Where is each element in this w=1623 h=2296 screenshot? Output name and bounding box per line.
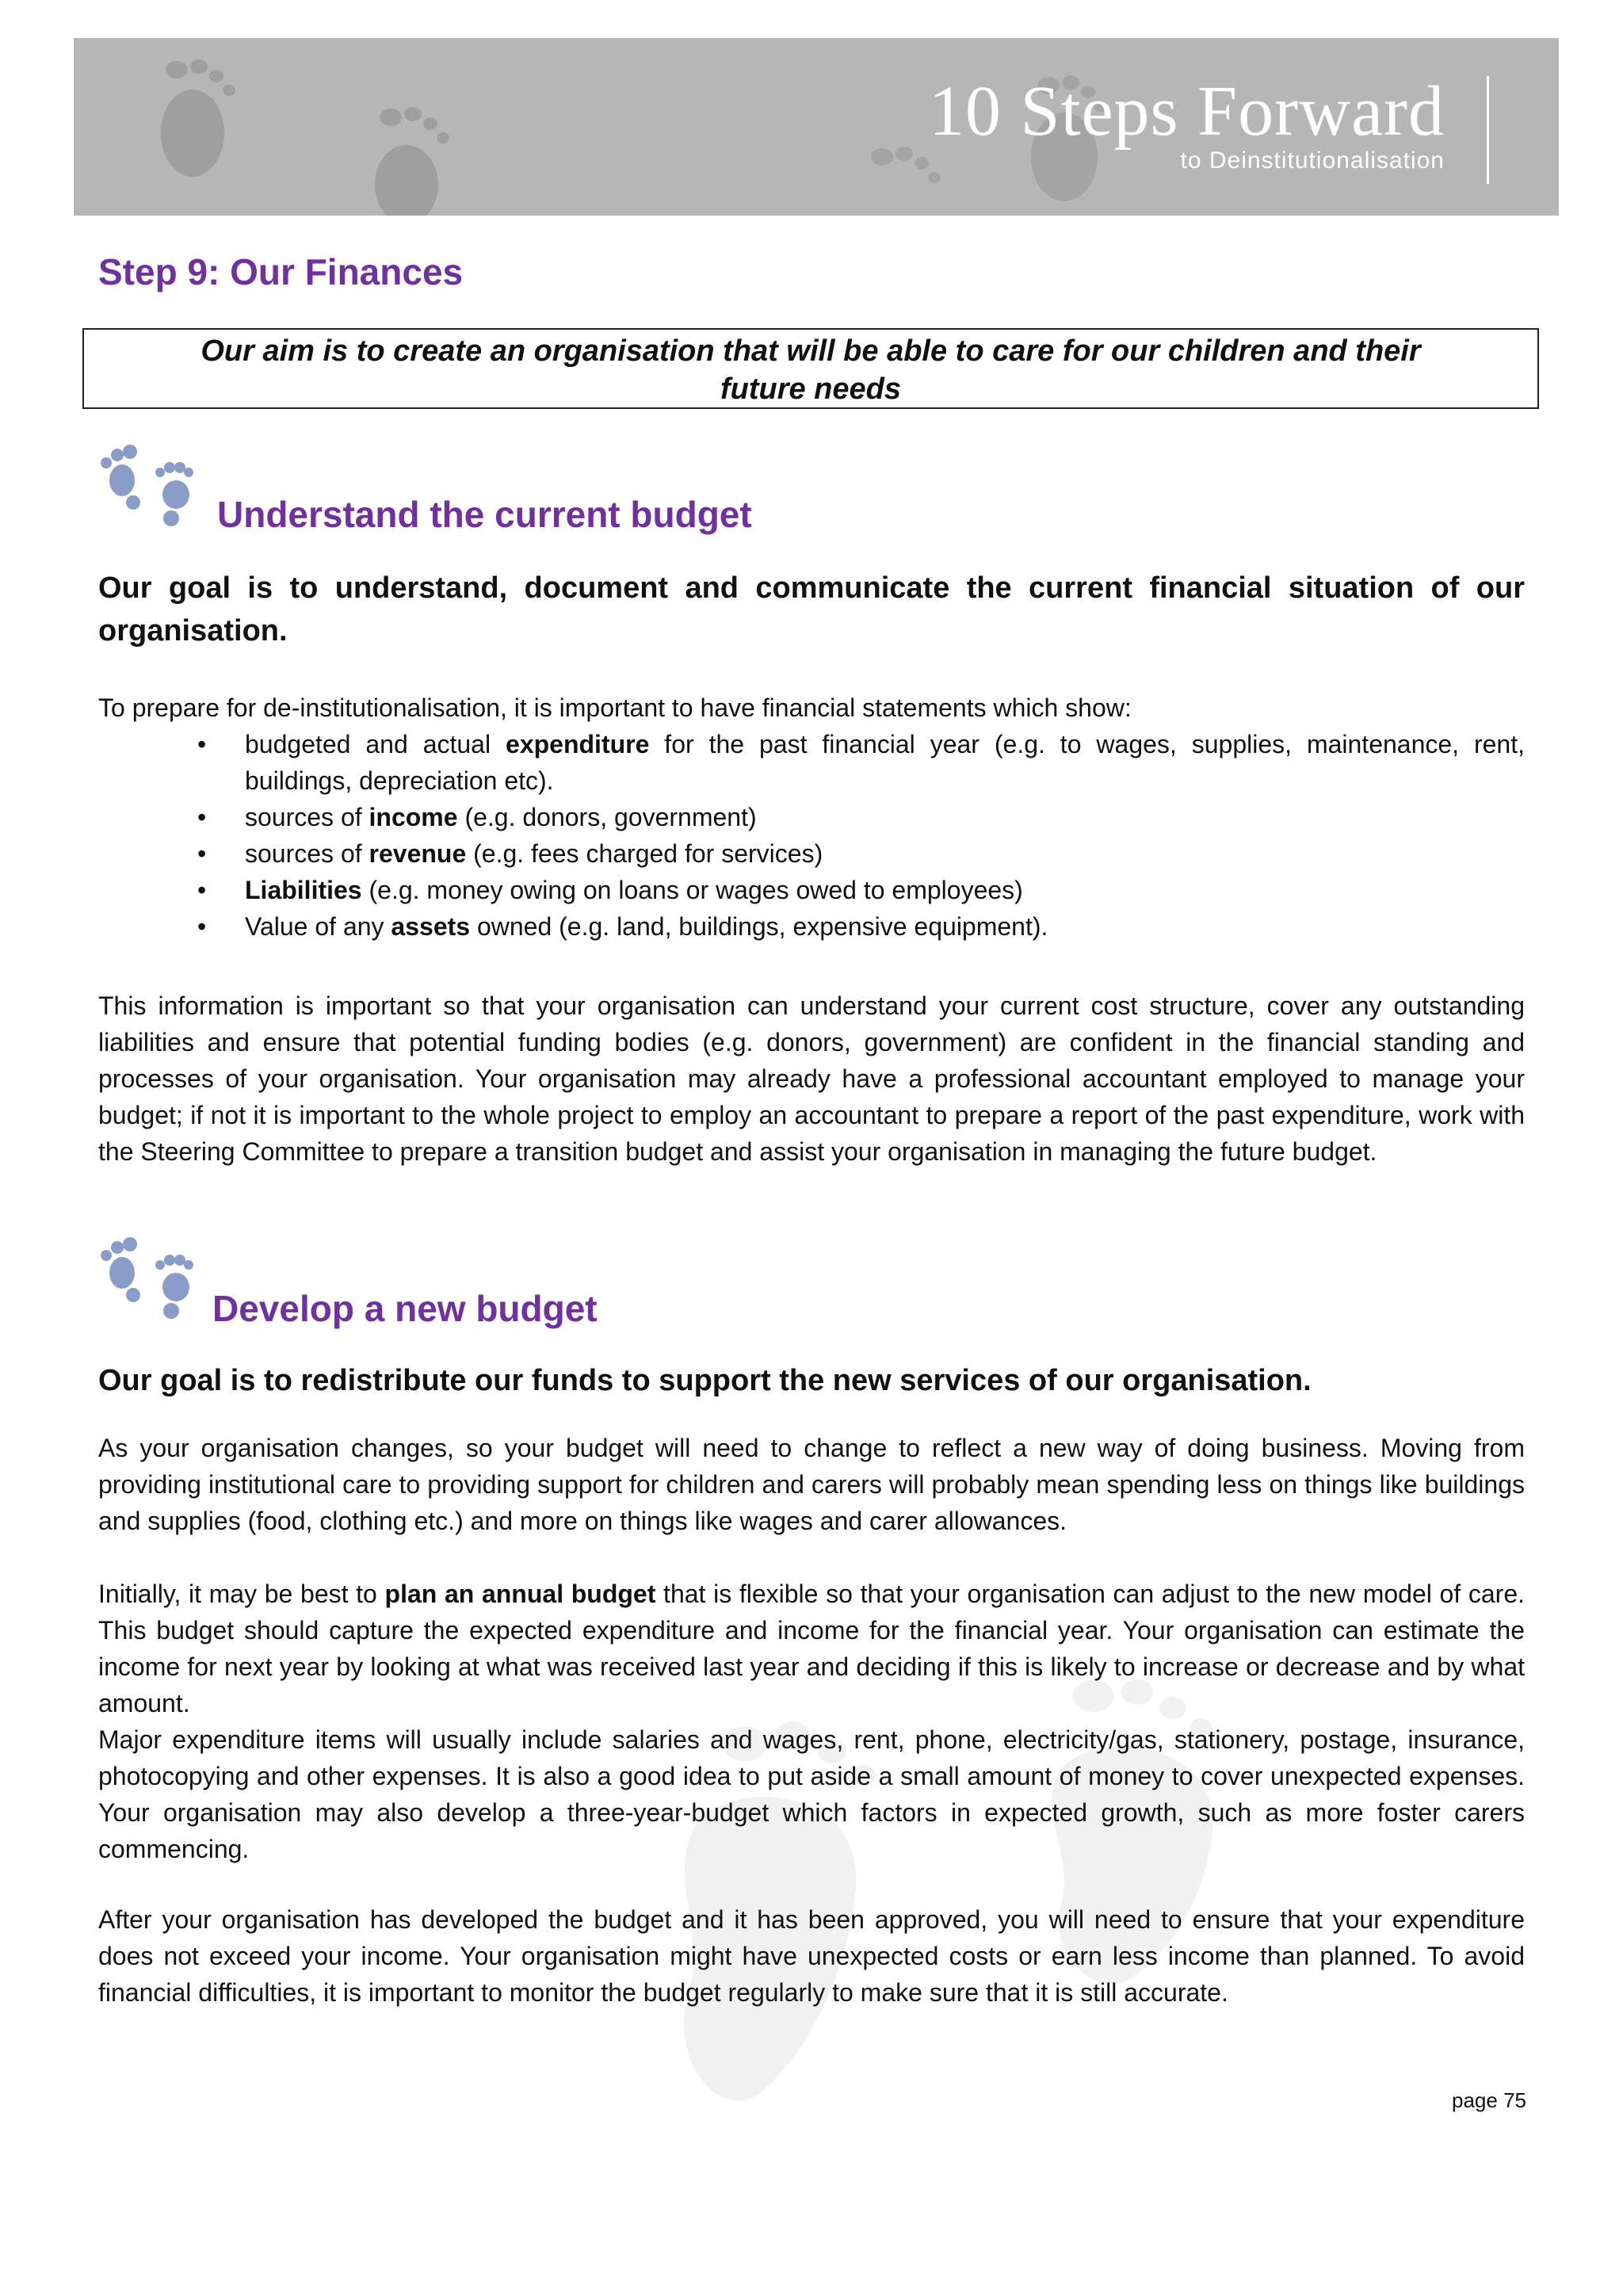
annual-budget-paragraph: Initially, it may be best to plan an annual budget that is flexible so that your organisation can adjust to the new model of care. This budget should capture the expected expenditure and income for the financial year. Your organisation can estimate the income for next year by looking at what was received last year and deciding if this is likely to increase or decrease and by what amount. bbox=[98, 1580, 1526, 1717]
banner-footprints-icon bbox=[105, 46, 517, 216]
list-item: • sources of revenue (e.g. fees charged for services) bbox=[98, 835, 1525, 872]
info-paragraph: This information is important so that your organisation can understand your current cost structure, cover any outstanding liabilities and ensure that potential funding bodies (e.g. donors, government) are confident in the financial standing and processes of your organisation. Your organisation may already have a professional accountant employed to manage your budget; if not it is important to the whole project to employ an accountant to prepare a report of the past expenditure, work with the Steering Committee to prepare a transition budget and assist your organisation in managing the future budget. bbox=[98, 991, 1525, 1166]
intro-text: To prepare for de-institutionalisation, it is important to have financial statements which show: bbox=[98, 693, 1132, 722]
list-item: • Liabilities (e.g. money owing on loans or wages owed to employees) bbox=[98, 872, 1525, 908]
aim-line-1: Our aim is to create an organisation that will be able to care for our children and their bbox=[200, 334, 1421, 368]
budget-change-paragraph: As your organisation changes, so your budget will need to change to reflect a new way of doing business. Moving from providing institutional care to providing support for children and carers will probably mean spending less on things like buildings and supplies (food, clothing etc.) and more on things like wages and carer allowances. bbox=[98, 1434, 1525, 1535]
footprints-icon bbox=[95, 1233, 200, 1322]
banner-divider bbox=[1487, 76, 1489, 184]
aim-line-2: future needs bbox=[720, 372, 902, 406]
banner-title: 10 Steps Forward bbox=[929, 72, 1445, 151]
financial-statements-list bbox=[98, 726, 1525, 945]
expenditure-items-paragraph: Major expenditure items will usually include salaries and wages, rent, phone, electricity/gas, stationery, postage, insurance, photocopying and other expenses. It is also a good idea to put aside a small amount of money to cover unexpected expenses. Your organisation may also develop a three-year-budget which factors in expected growth, such as more foster carers commencing. bbox=[98, 1725, 1525, 1863]
monitor-budget-paragraph: After your organisation has developed the budget and it has been approved, you will need to ensure that your expenditure does not exceed your income. Your organisation might have unexpected costs or earn less income than planned. To avoid financial difficulties, it is important to monitor the budget regularly to make sure that it is still accurate. bbox=[98, 1905, 1525, 2007]
list-item: • Value of any assets owned (e.g. land, buildings, expensive equipment). bbox=[98, 908, 1525, 945]
footprints-icon bbox=[95, 441, 200, 529]
header-banner bbox=[74, 38, 1559, 216]
goal-statement-2: Our goal is to redistribute our funds to support the new services of our organisation. bbox=[98, 1364, 1312, 1397]
list-item: • sources of income (e.g. donors, government) bbox=[98, 799, 1525, 835]
page-number: page 75 bbox=[1452, 2088, 1526, 2112]
section-heading-current-budget: Understand the current budget bbox=[217, 494, 752, 535]
goal-statement-1: Our goal is to understand, document and communicate the current financial situation of our organisation. bbox=[98, 571, 1525, 648]
page-title: Step 9: Our Finances bbox=[98, 251, 464, 292]
section-heading-new-budget: Develop a new budget bbox=[212, 1288, 598, 1329]
banner-subtitle: to Deinstitutionalisation bbox=[1180, 147, 1445, 174]
list-item: • budgeted and actual expenditure for the past financial year (e.g. to wages, supplies, maintenance, rent, buildings, depreciation etc). bbox=[98, 726, 1525, 799]
aim-box bbox=[82, 328, 1539, 409]
